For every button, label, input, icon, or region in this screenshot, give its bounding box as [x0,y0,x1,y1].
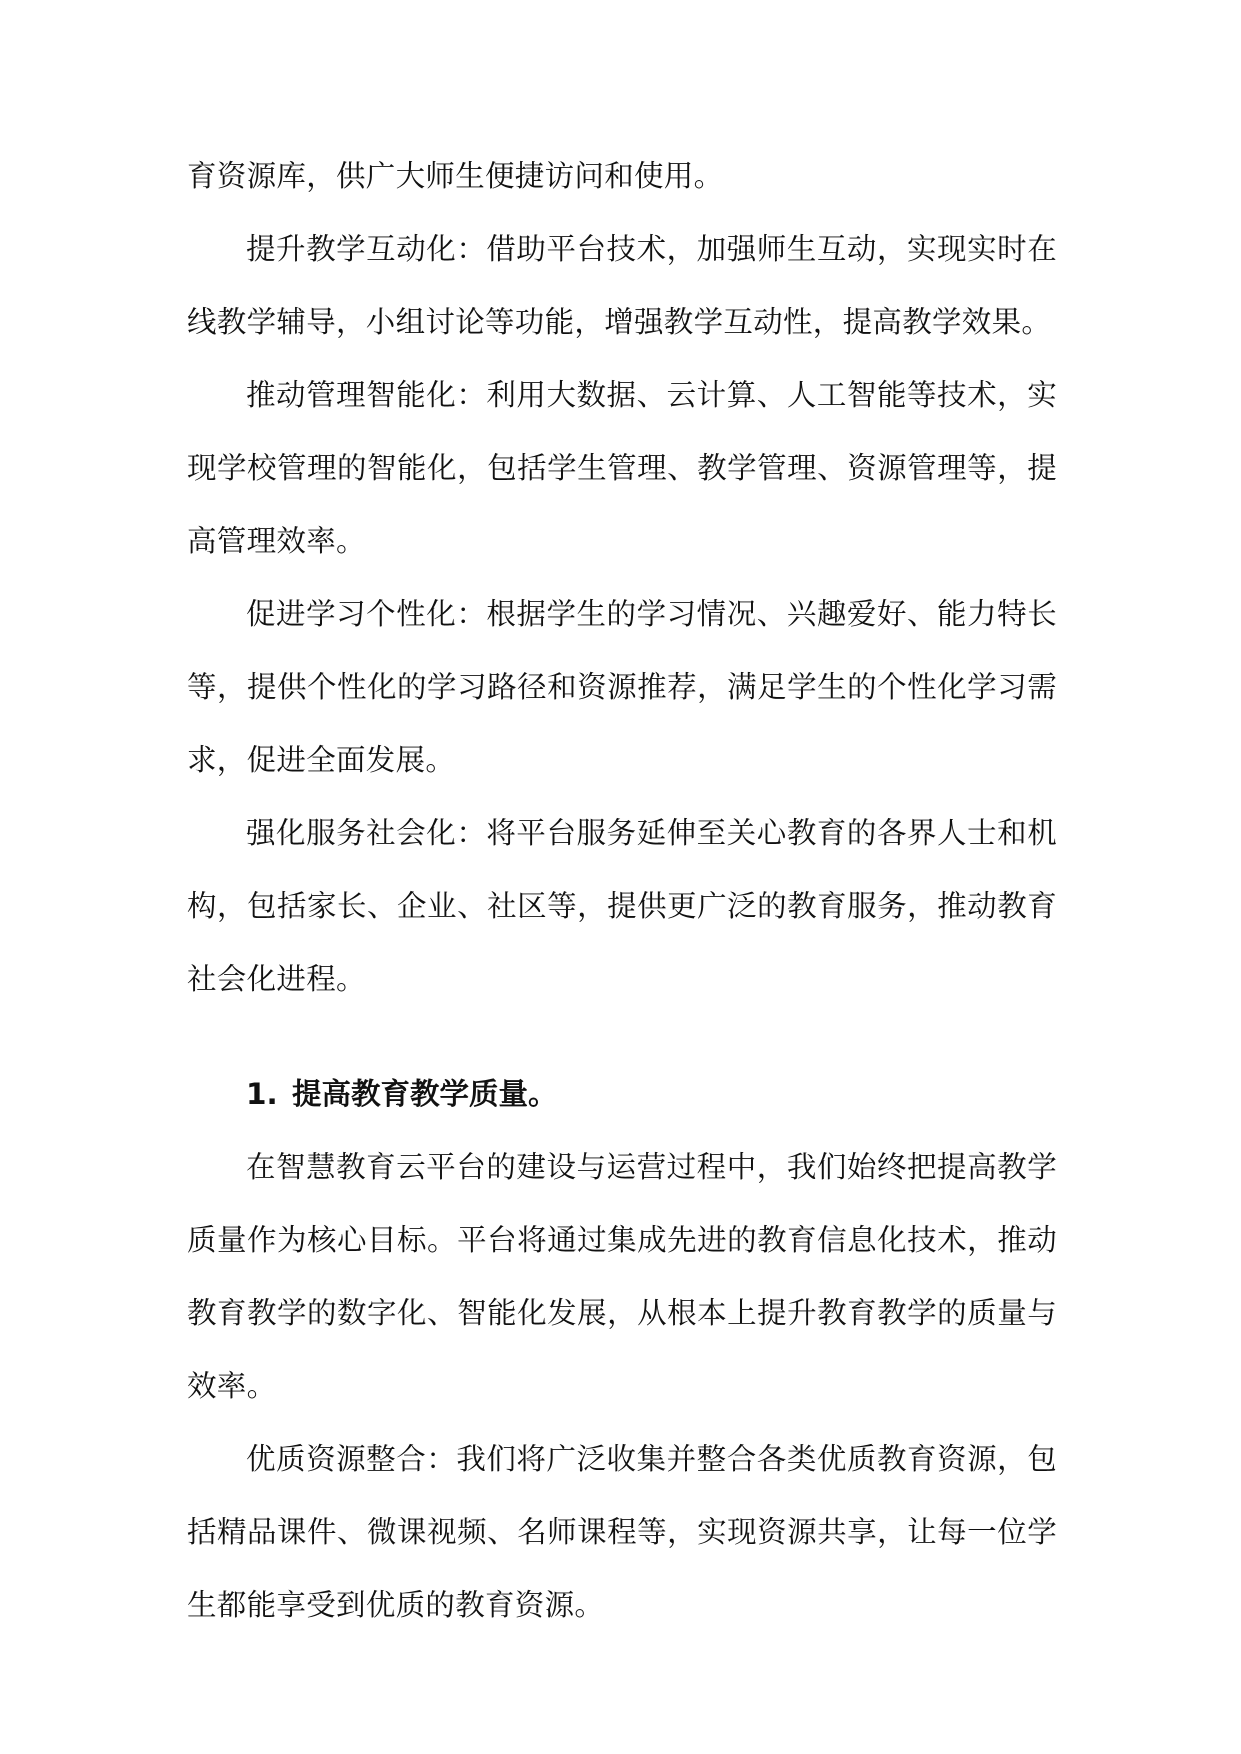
paragraph-management-intelligence: 推动管理智能化：利用大数据、云计算、人工智能等技术，实现学校管理的智能化，包括学生管理、教学管理、资源管理等，提高管理效率。 [187,378,1057,558]
paragraph-teaching-interaction: 提升教学互动化：借助平台技术，加强师生互动，实现实时在线教学辅导，小组讨论等功能，增强教学互动性，提高教学效果。 [187,232,1057,339]
document-body [187,140,1057,1642]
paragraph-continuation: 育资源库，供广大师生便捷访问和使用。 [187,159,724,193]
paragraph-core-goal: 在智慧教育云平台的建设与运营过程中，我们始终把提高教学质量作为核心目标。平台将通过集成先进的教育信息化技术，推动教育教学的数字化、智能化发展，从根本上提升教育教学的质量与效率。 [187,1150,1057,1403]
section-heading [187,1058,1057,1131]
section-heading-number: 1. [246,1077,278,1111]
paragraph-resource-integration: 优质资源整合：我们将广泛收集并整合各类优质教育资源，包括精品课件、微课视频、名师课程等，实现资源共享，让每一位学生都能享受到优质的教育资源。 [187,1442,1057,1622]
section-heading-text: 提高教育教学质量。 [292,1077,558,1111]
paragraph-social-service: 强化服务社会化：将平台服务延伸至关心教育的各界人士和机构，包括家长、企业、社区等，提供更广泛的教育服务，推动教育社会化进程。 [187,816,1057,996]
paragraph-personalized-learning: 促进学习个性化：根据学生的学习情况、兴趣爱好、能力特长等，提供个性化的学习路径和资源推荐，满足学生的个性化学习需求，促进全面发展。 [187,597,1057,777]
